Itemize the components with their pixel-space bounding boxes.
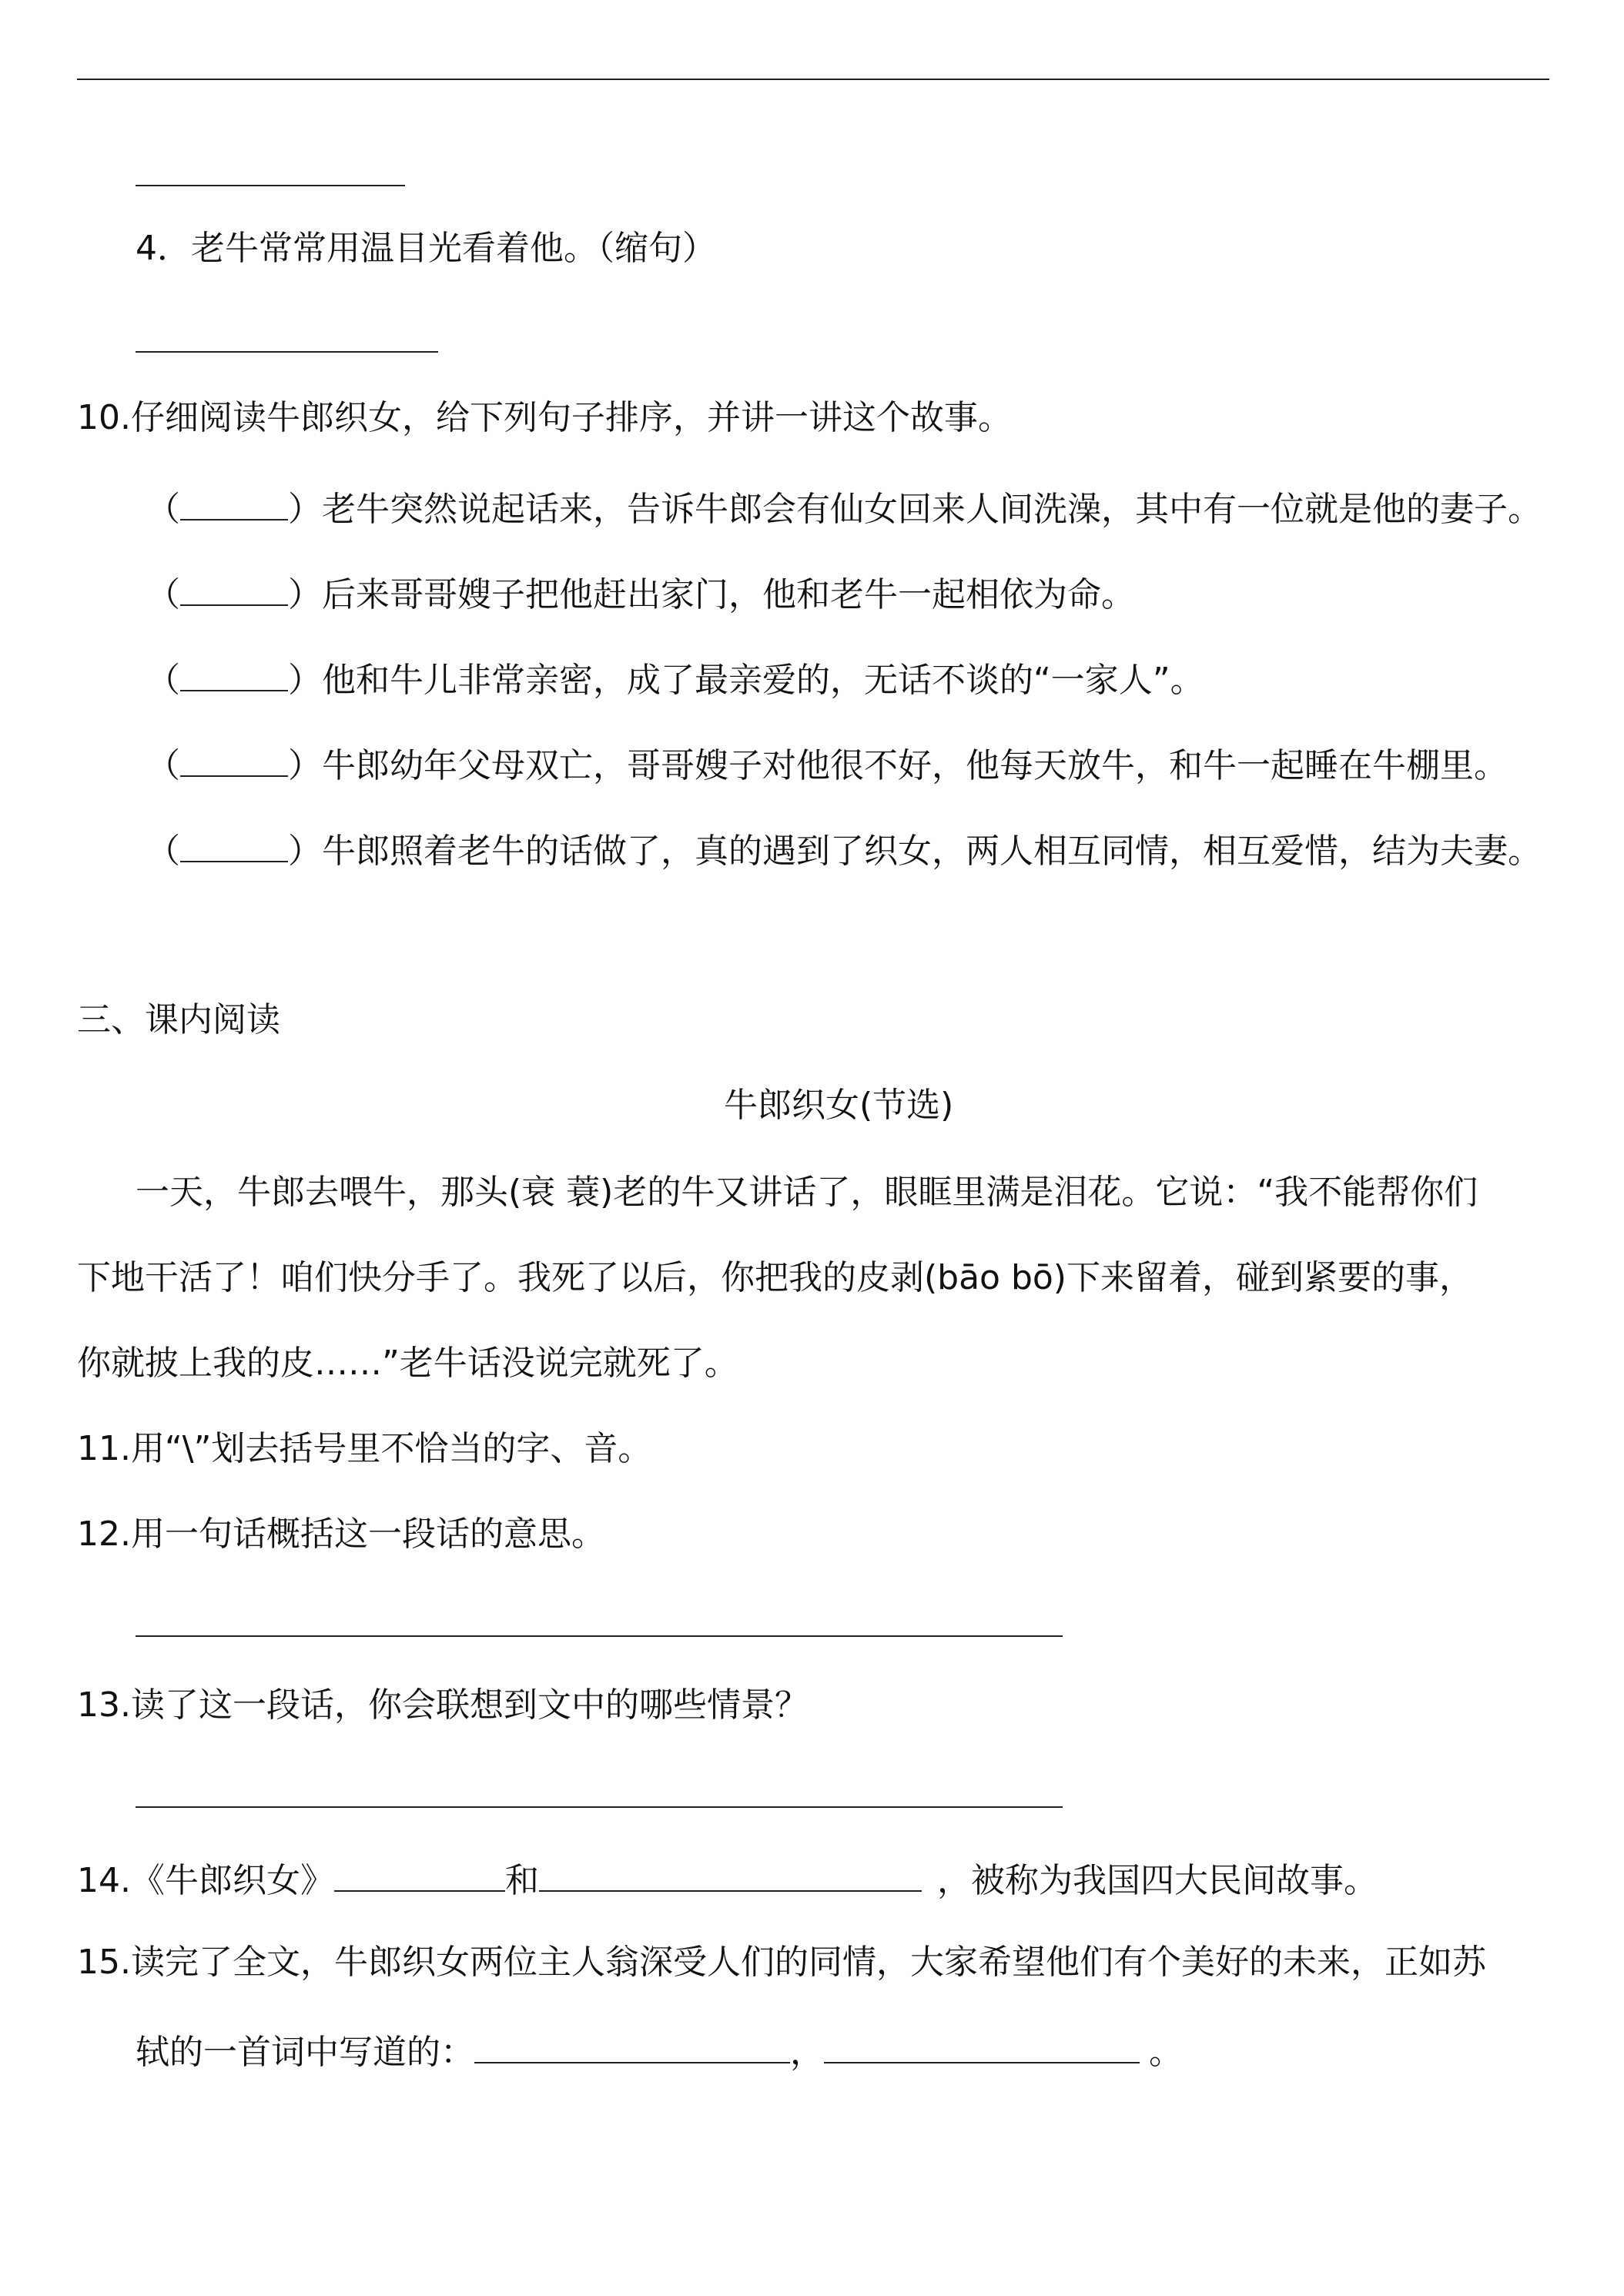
answer-blank-q14-2[interactable] (539, 1859, 922, 1892)
question-15-line2: 轼的一首词中写道的： ， 。 (136, 2033, 1183, 2072)
order-sentence: 老牛突然说起话来，告诉牛郎会有仙女回来人间洗澡，其中有一位就是他的妻子。 (322, 490, 1542, 529)
question-text: 读了这一段话，你会联想到文中的哪些情景？ (130, 1685, 809, 1725)
question-14: 14.《牛郎织女》 和 ，被称为我国四大民间故事。 (77, 1861, 1378, 1900)
order-blank-5[interactable] (180, 830, 288, 862)
question-11 (77, 1429, 652, 1468)
order-sentence: 他和牛儿非常亲密，成了最亲爱的，无话不谈的“一家人”。 (322, 661, 1204, 700)
item4 (136, 229, 716, 268)
passage-line-1: 一天，牛郎去喂牛，那头(衰 蓑)老的牛又讲话了，眼眶里满是泪花。它说：“我不能帮你们 (136, 1173, 1478, 1212)
question-13 (77, 1685, 809, 1725)
answer-blank-q15-1[interactable] (474, 2031, 790, 2063)
order-blank-1[interactable] (180, 488, 288, 520)
answer-blank-q15-2[interactable] (824, 2031, 1140, 2063)
passage-line-3: 你就披上我的皮……”老牛话没说完就死了。 (77, 1344, 738, 1383)
question-text: 读完了全文，牛郎织女两位主人翁深受人们的同情，大家希望他们有个美好的未来，正如苏 (130, 1943, 1486, 1982)
answer-line-item4[interactable] (136, 351, 438, 353)
question-number: 15. (77, 1943, 131, 1982)
order-blank-3[interactable] (180, 659, 288, 691)
order-sentence: 牛郎照着老牛的话做了，真的遇到了织女，两人相互同情，相互爱惜，结为夫妻。 (322, 832, 1542, 871)
answer-blank-q14-1[interactable] (334, 1859, 505, 1892)
question-12 (77, 1514, 605, 1554)
order-item-5: （ ）牛郎照着老牛的话做了，真的遇到了织女，两人相互同情，相互爱惜，结为夫妻。 (146, 832, 1542, 871)
order-item-2: （ ）后来哥哥嫂子把他赶出家门，他和老牛一起相依为命。 (146, 575, 1135, 614)
order-sentence: 牛郎幼年父母双亡，哥哥嫂子对他很不好，他每天放牛，和牛一起睡在牛棚里。 (322, 746, 1508, 785)
question-15 (77, 1943, 1486, 1982)
order-blank-4[interactable] (180, 745, 288, 777)
passage-line-2: 下地干活了！咱们快分手了。我死了以后，你把我的皮剥(bāo bō)下来留着，碰到紧要的事， (77, 1258, 1473, 1297)
question-number: 14. (77, 1861, 131, 1900)
question-text: 用一句话概括这一段话的意思。 (130, 1514, 605, 1554)
item-number: 4． (136, 229, 191, 268)
answer-line-q13[interactable] (136, 1806, 1063, 1808)
question-text: 用“\”划去括号里不恰当的字、音。 (130, 1429, 652, 1468)
order-item-3: （ ）他和牛儿非常亲密，成了最亲爱的，无话不谈的“一家人”。 (146, 661, 1204, 700)
question-10 (77, 398, 1012, 437)
question-number: 10. (77, 398, 131, 437)
order-item-1: （ ）老牛突然说起话来，告诉牛郎会有仙女回来人间洗澡，其中有一位就是他的妻子。 (146, 490, 1542, 529)
order-item-4: （ ）牛郎幼年父母双亡，哥哥嫂子对他很不好，他每天放牛，和牛一起睡在牛棚里。 (146, 746, 1508, 785)
section-heading: 三、课内阅读 (77, 1000, 280, 1039)
top-rule (77, 79, 1549, 80)
answer-line-item3[interactable] (136, 185, 405, 186)
answer-line-q12[interactable] (136, 1635, 1063, 1637)
question-number: 13. (77, 1685, 131, 1725)
passage-title: 牛郎织女(节选) (724, 1086, 954, 1125)
question-number: 12. (77, 1514, 131, 1554)
order-blank-2[interactable] (180, 574, 288, 606)
item-text: 老牛常常用温目光看着他。（缩句） (191, 229, 716, 268)
question-text: 仔细阅读牛郎织女，给下列句子排序，并讲一讲这个故事。 (130, 398, 1012, 437)
order-sentence: 后来哥哥嫂子把他赶出家门，他和老牛一起相依为命。 (322, 575, 1135, 614)
question-number: 11. (77, 1429, 131, 1468)
